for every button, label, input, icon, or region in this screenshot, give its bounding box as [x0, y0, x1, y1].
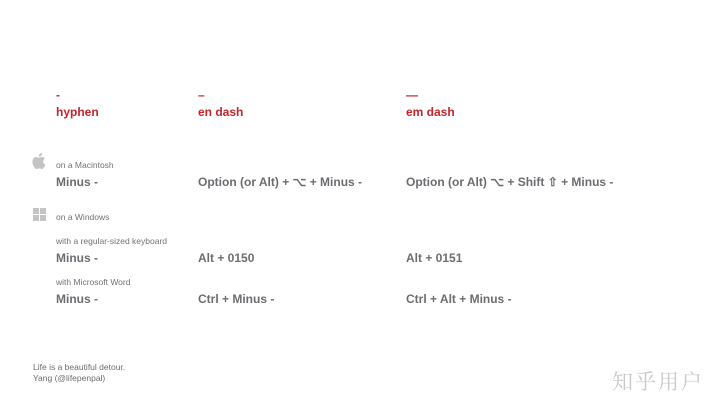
windows-icon [33, 208, 46, 221]
en-dash-title: en dash [198, 105, 244, 119]
hyphen-title: hyphen [56, 105, 99, 119]
word-hyphen-shortcut: Minus - [56, 292, 98, 306]
hyphen-symbol: - [56, 88, 60, 102]
word-en-dash-shortcut: Ctrl + Minus - [198, 292, 275, 306]
em-dash-symbol: — [406, 88, 418, 102]
footer-tagline: Life is a beautiful detour. [33, 362, 126, 372]
mac-hyphen-shortcut: Minus - [56, 175, 98, 189]
watermark-text: 知乎用户 [612, 371, 704, 394]
windows-context-label: on a Windows [56, 212, 110, 222]
word-context-label: with Microsoft Word [56, 277, 131, 287]
windows-em-dash-shortcut: Alt + 0151 [406, 251, 463, 265]
word-em-dash-shortcut: Ctrl + Alt + Minus - [406, 292, 512, 306]
regular-keyboard-context-label: with a regular-sized keyboard [56, 236, 168, 246]
em-dash-title: em dash [406, 105, 455, 119]
en-dash-symbol: – [198, 88, 205, 102]
footer-author: Yang (@lifepenpal) [33, 373, 106, 383]
apple-icon [32, 153, 46, 169]
windows-en-dash-shortcut: Alt + 0150 [198, 251, 255, 265]
mac-en-dash-shortcut: Option (or Alt) + ⌥ + Minus - [198, 175, 363, 189]
mac-context-label: on a Macintosh [56, 160, 114, 170]
mac-em-dash-shortcut: Option (or Alt) ⌥ + Shift ⇧ + Minus - [406, 175, 614, 189]
windows-hyphen-shortcut: Minus - [56, 251, 98, 265]
